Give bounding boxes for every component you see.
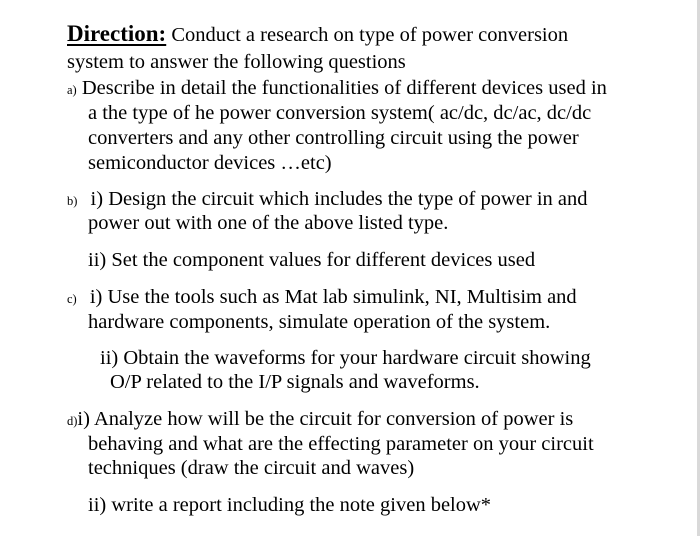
item-c-sub-line-2: O/P related to the I/P signals and waveforms. — [110, 371, 480, 393]
item-d-text-1: i) Analyze how will be the circuit for conversion of power is — [77, 408, 574, 430]
item-a-line-1 — [67, 76, 607, 102]
direction-line — [67, 22, 568, 47]
item-c-text-1: i) Use the tools such as Mat lab simulink, NI, Multisim and — [89, 286, 577, 308]
item-d-marker: d) — [67, 414, 78, 428]
item-b-sub: ii) Set the component values for different devices used — [88, 249, 536, 271]
item-c-line-2: hardware components, simulate operation of the system. — [88, 311, 551, 333]
item-d-line-1 — [67, 407, 573, 433]
item-d-sub: ii) write a report including the note given below* — [88, 494, 492, 516]
item-b-line-1 — [67, 187, 588, 213]
item-b-text-1: i) Design the circuit which includes the type of power in and — [90, 188, 588, 210]
item-a-marker: a) — [67, 83, 77, 97]
item-a-line-4: semiconductor devices …etc) — [88, 152, 332, 174]
item-c-line-1 — [67, 285, 577, 311]
item-d-line-3: techniques (draw the circuit and waves) — [88, 457, 415, 479]
item-d-line-2: behaving and what are the effecting parameter on your circuit — [88, 433, 594, 455]
direction-heading: Direction: — [67, 21, 167, 46]
direction-text: Conduct a research on type of power conversion — [166, 24, 569, 46]
item-a-text-1: Describe in detail the functionalities of different devices used in — [81, 77, 607, 99]
item-b-marker: b) — [67, 194, 78, 208]
item-a-line-2: a the type of he power conversion system( ac/dc, dc/ac, dc/dc — [88, 102, 592, 124]
item-a-line-3: converters and any other controlling circuit using the power — [88, 127, 579, 149]
item-c-marker: c) — [67, 292, 77, 306]
direction-text-line-2: system to answer the following questions — [67, 51, 406, 73]
item-c-sub-line-1: ii) Obtain the waveforms for your hardware circuit showing — [100, 347, 591, 369]
item-b-line-2: power out with one of the above listed type. — [88, 212, 449, 234]
